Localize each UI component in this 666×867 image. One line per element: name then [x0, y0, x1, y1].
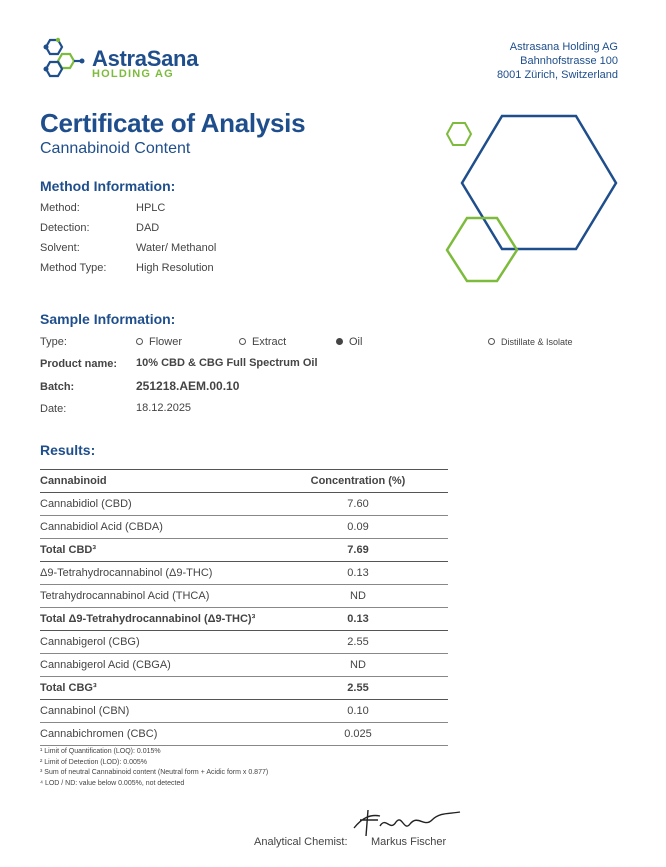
table-row [40, 585, 448, 608]
signature-name: Markus Fischer [371, 836, 447, 848]
concentration-value: 0.10 [268, 700, 448, 723]
concentration-value: 2.55 [268, 677, 448, 700]
method-type-value: High Resolution [136, 262, 214, 274]
table-row [40, 700, 448, 723]
concentration-value: 0.13 [268, 608, 448, 631]
cannabinoid-name: Cannabigerol Acid (CBGA) [40, 654, 268, 677]
logo-icon [38, 34, 88, 82]
concentration-value: 2.55 [268, 631, 448, 654]
address-line: Bahnhofstrasse 100 [520, 55, 618, 67]
concentration-value: 0.09 [268, 516, 448, 539]
footnotes [40, 747, 268, 789]
table-row [40, 539, 448, 562]
solvent-value: Water/ Methanol [136, 242, 217, 254]
table-row [40, 677, 448, 700]
footnote: ¹ Limit of Quantification (LOQ): 0.015% [40, 748, 161, 755]
cannabinoid-name: Cannabichromen (CBC) [40, 723, 268, 746]
table-row [40, 654, 448, 677]
results-table [40, 469, 448, 746]
signature-scribble [350, 806, 465, 838]
concentration-value: 7.69 [268, 539, 448, 562]
footnote: ³ Sum of neutral Cannabinoid content (Neutral form + Acidic form x 0.877) [40, 769, 269, 776]
radio-filled-icon [336, 338, 343, 345]
cannabinoid-name: Cannabidiol (CBD) [40, 493, 268, 516]
concentration-value: ND [268, 585, 448, 608]
type-option-oil: Oil [336, 336, 362, 348]
page-title: Certificate of Analysis [40, 108, 306, 138]
sample-heading: Sample Information: [40, 311, 176, 327]
type-label: Type: [40, 336, 67, 348]
company-address [497, 40, 618, 82]
col-cannabinoid: Cannabinoid [40, 470, 268, 493]
date-value: 18.12.2025 [136, 402, 192, 414]
radio-icon [136, 338, 143, 345]
address-line: Astrasana Holding AG [509, 41, 618, 53]
cannabinoid-name: Cannabinol (CBN) [40, 700, 268, 723]
footnote: ⁴ LOD / ND: value below 0.005%, not detected [40, 779, 185, 787]
cannabinoid-name: Δ9-Tetrahydrocannabinol (Δ9-THC) [40, 562, 268, 585]
table-row [40, 493, 448, 516]
product-value: 10% CBD & CBG Full Spectrum Oil [136, 357, 318, 369]
col-concentration: Concentration (%) [268, 470, 448, 493]
detection-value: DAD [136, 222, 160, 234]
concentration-value: 0.13 [268, 562, 448, 585]
batch-value: 251218.AEM.00.10 [136, 379, 240, 393]
batch-label: Batch: [40, 381, 75, 393]
method-label: Method: [40, 202, 80, 214]
table-row [40, 631, 448, 654]
type-option-distillate: Distillate & Isolate [488, 337, 573, 347]
cannabinoid-name: Cannabidiol Acid (CBDA) [40, 516, 268, 539]
cannabinoid-name: Tetrahydrocannabinol Acid (THCA) [40, 585, 268, 608]
cannabinoid-name: Total Δ9-Tetrahydrocannabinol (Δ9-THC)³ [40, 608, 268, 631]
cannabinoid-name: Cannabigerol (CBG) [40, 631, 268, 654]
table-row [40, 562, 448, 585]
address-line: 8001 Zürich, Switzerland [496, 69, 618, 81]
radio-icon [488, 338, 495, 345]
concentration-value: ND [268, 654, 448, 677]
hexagon-decoration [440, 110, 630, 290]
method-type-label: Method Type: [40, 262, 107, 274]
results-heading: Results: [40, 442, 96, 458]
detection-label: Detection: [40, 222, 90, 234]
date-label: Date: [40, 403, 67, 415]
footnote: ² Limit of Detection (LOD): 0.005% [40, 758, 147, 766]
solvent-label: Solvent: [40, 242, 80, 254]
method-value: HPLC [136, 202, 166, 214]
type-option-flower: Flower [136, 336, 182, 348]
table-row [40, 723, 448, 746]
signature-label: Analytical Chemist: [254, 836, 348, 848]
cannabinoid-name: Total CBG³ [40, 677, 268, 700]
product-label: Product name: [40, 358, 118, 370]
cannabinoid-name: Total CBD³ [40, 539, 268, 562]
table-header-row [40, 470, 448, 493]
logo-name: AstraSana [92, 46, 199, 71]
table-row [40, 516, 448, 539]
radio-icon [239, 338, 246, 345]
type-option-extract: Extract [239, 336, 286, 348]
page-subtitle: Cannabinoid Content [40, 140, 191, 157]
logo-subtitle: HOLDING AG [92, 68, 174, 80]
concentration-value: 7.60 [268, 493, 448, 516]
table-row [40, 608, 448, 631]
method-heading: Method Information: [40, 178, 176, 194]
concentration-value: 0.025 [268, 723, 448, 746]
